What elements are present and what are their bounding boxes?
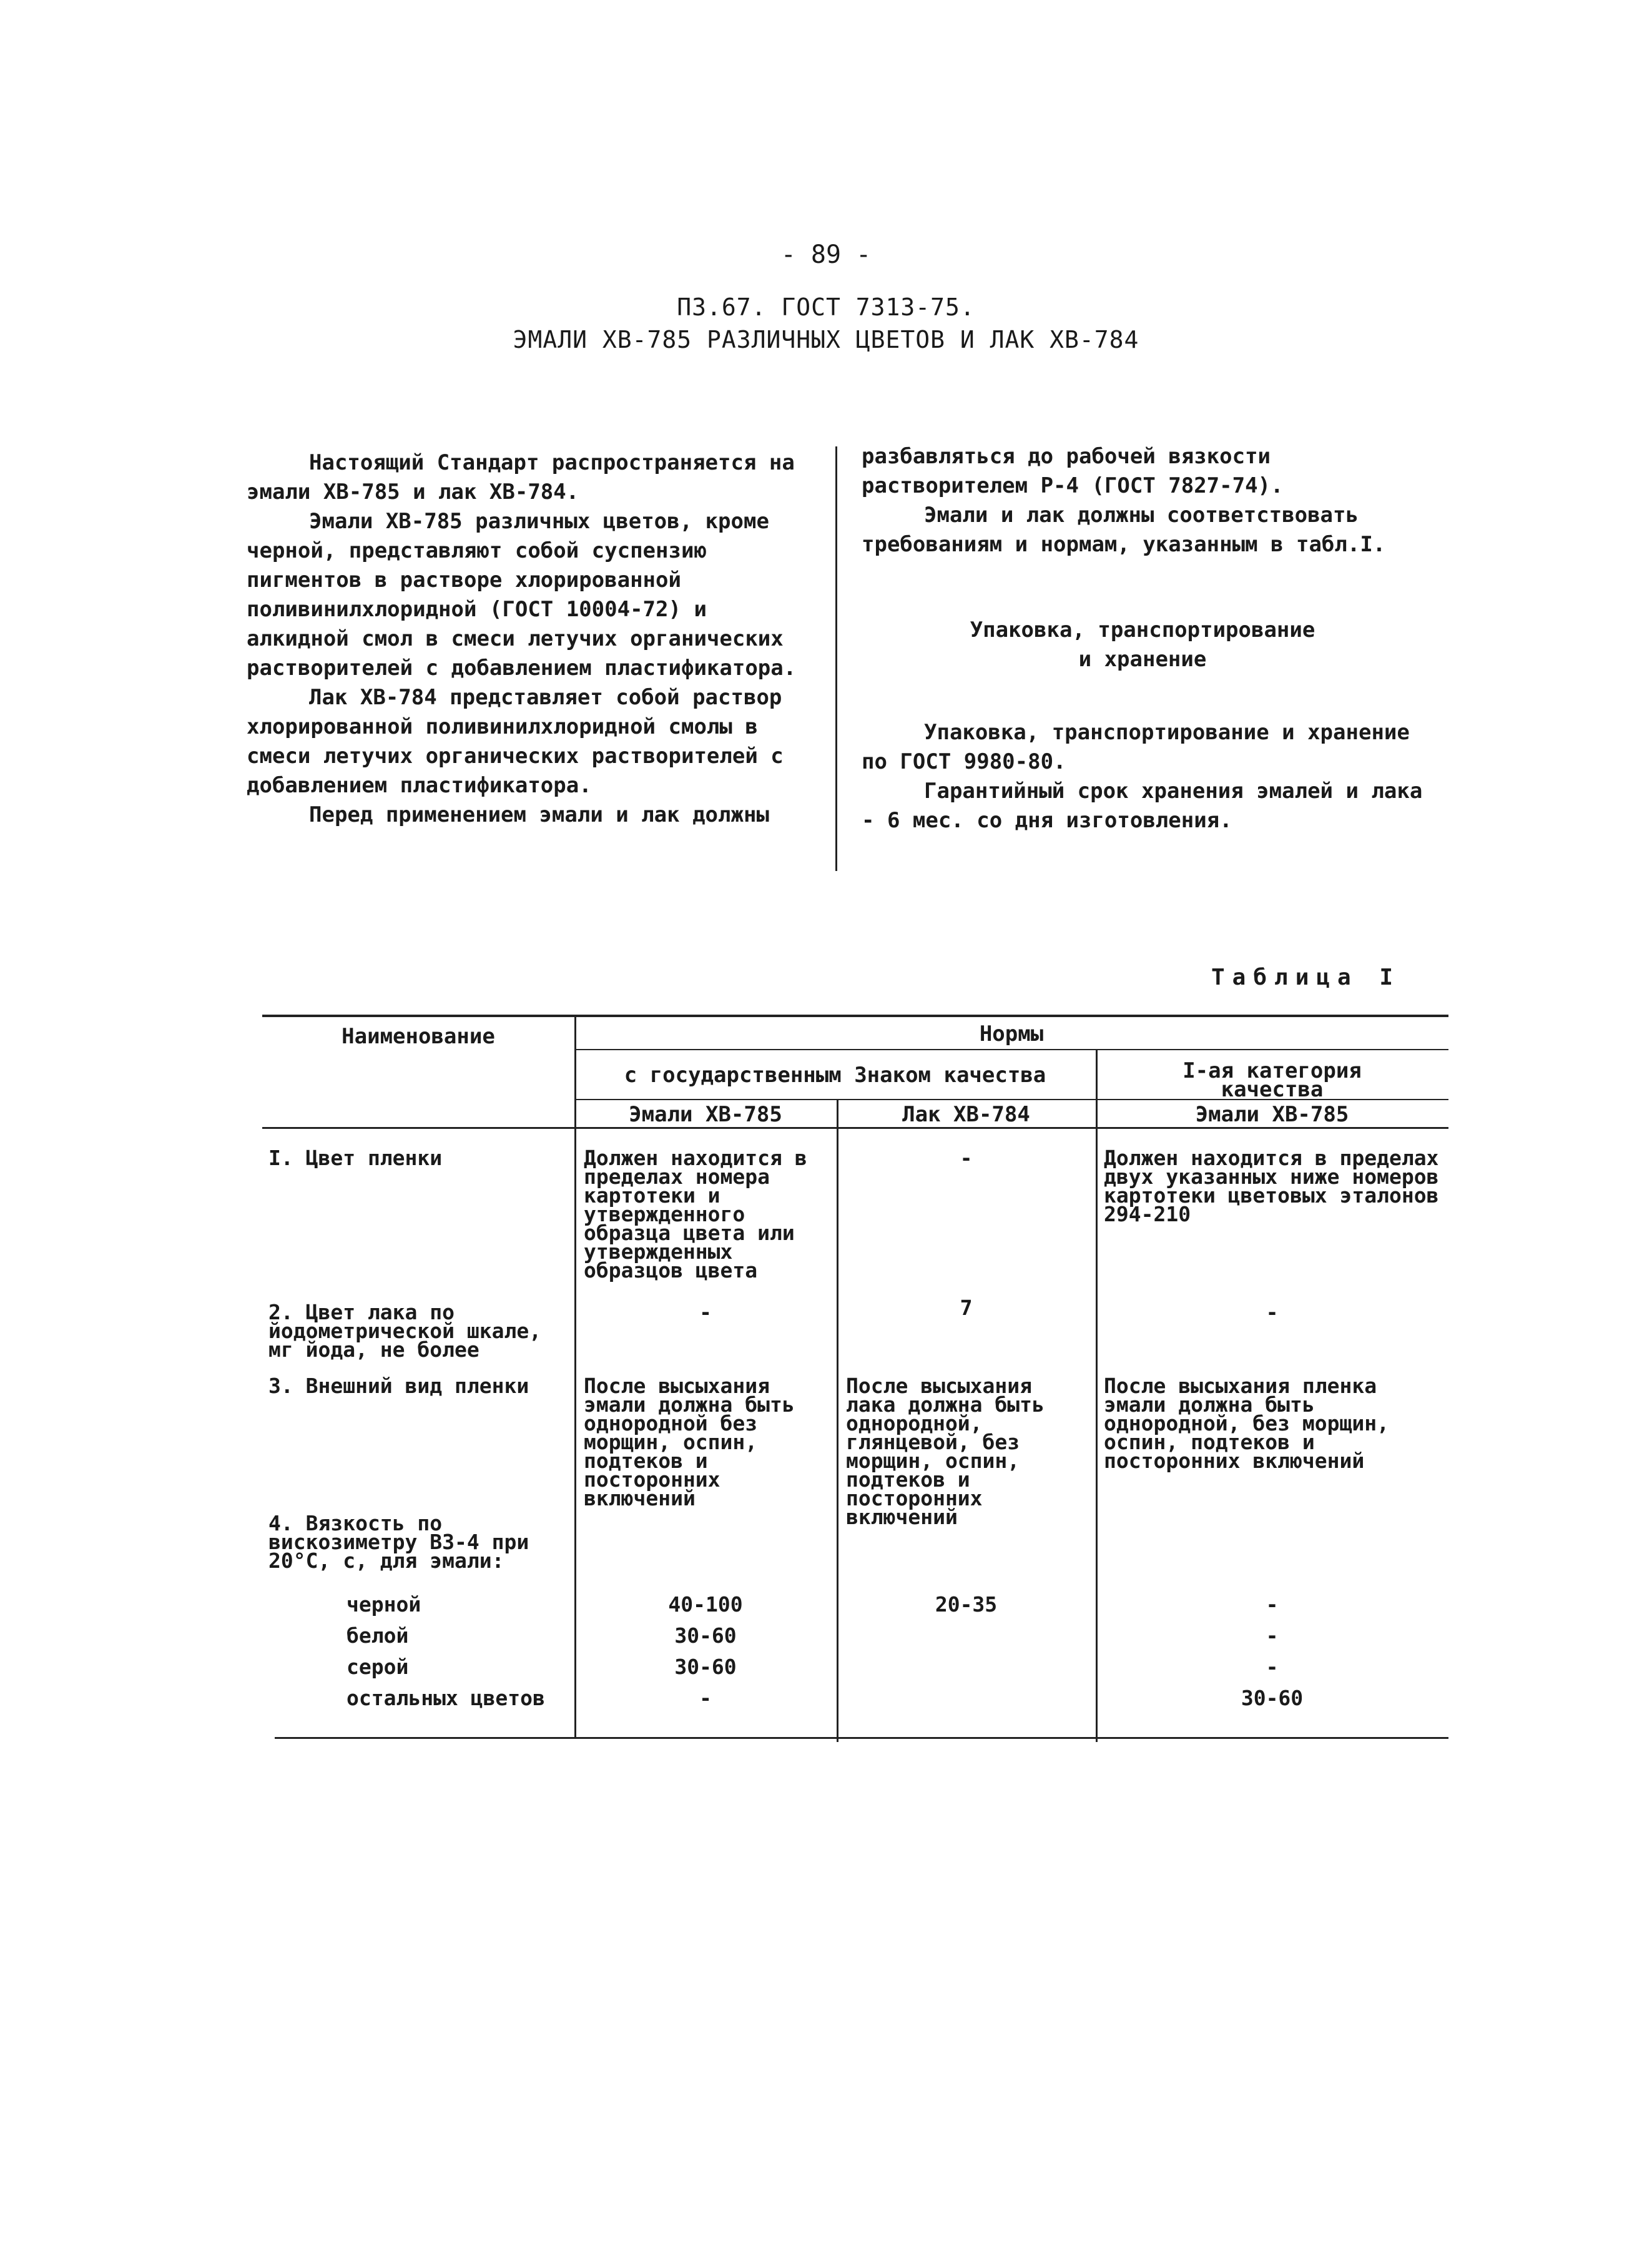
row-name: 4. Вязкость по вискозиметру ВЗ-4 при 20°С, с, для эмали: [268,1511,529,1573]
header-norms: Нормы [979,1021,1044,1046]
header-first-category: качества [1221,1077,1324,1102]
paragraph: разбавляться до рабочей вязкости растворителем Р-4 (ГОСТ 7827-74). [862,444,1284,498]
paragraph: Эмали ХВ-785 различных цветов, кроме черной, представляют собой суспензию пигментов в растворе хлорированной поливинилхлоридной (ГОСТ 10004-72) и алкидной смол в смеси летучих органических растворителей с добавлением пластификатора. [247,509,797,681]
right-text-column [862,442,1423,835]
paragraph: Настоящий Стандарт распространяется на эмали ХВ-785 и лак ХВ-784. [247,450,795,504]
sub-row-name: остальных цветов [347,1686,545,1710]
table-rule [275,1737,1448,1739]
paragraph: Лак ХВ-784 представляет собой раствор хлорированной поливинилхлоридной смолы в смеси летучих органических растворителей с добавлением пластификатора. [247,685,784,798]
table-rule [837,1099,838,1742]
section-heading: Упаковка, транспортирование [970,618,1315,642]
sub-row-name: белой [347,1623,409,1648]
table-cell: - [699,1686,712,1710]
table-cell: - [1266,1300,1279,1324]
row-name: I. Цвет пленки [268,1146,443,1170]
table-cell: После высыхания эмали должна быть однородной без морщин, оспин, подтеков и посторонних включений [584,1374,795,1510]
document-title-line2: ЭМАЛИ ХВ-785 РАЗЛИЧНЫХ ЦВЕТОВ И ЛАК ХВ-784 [513,326,1139,353]
table-cell: Должен находится в пределах двух указанных ниже номеров картотеки цветовых эталонов 294-210 [1104,1146,1439,1226]
table-caption: Таблица I [1211,965,1401,990]
table-cell: 30-60 [674,1623,737,1648]
column-divider [835,446,837,871]
table-cell: - [1266,1623,1279,1648]
sub-row-name: серой [347,1655,409,1679]
paragraph: Эмали и лак должны соответствовать требованиям и нормам, указанным в табл.I. [862,503,1386,557]
row-name: 2. Цвет лака по йодометрической шкале, мг йода, не более [268,1300,542,1362]
table-rule [574,1049,1448,1050]
table-cell: - [960,1146,973,1170]
left-text-column [247,448,809,830]
row-name: 3. Внешний вид пленки [268,1374,529,1398]
table-cell: После высыхания пленка эмали должна быть однородной, без морщин, оспин, подтеков и посторонних включений [1104,1374,1389,1473]
header-col-enamel: Эмали ХВ-785 [1195,1102,1349,1127]
header-state-mark: с государственным Знаком качества [624,1063,1046,1088]
table-rule [262,1015,1448,1017]
section-heading: и хранение [1078,647,1207,672]
document-title-line1: П3.67. ГОСТ 7313-75. [677,293,975,321]
table-rule [262,1127,1448,1129]
header-col-enamel: Эмали ХВ-785 [629,1102,782,1127]
table-cell: 30-60 [674,1655,737,1679]
page-number: - 89 - [780,240,872,269]
table-cell: 30-60 [1241,1686,1304,1710]
table-cell: - [1266,1655,1279,1679]
header-col-lacquer: Лак ХВ-784 [902,1102,1030,1127]
table-cell: После высыхания лака должна быть однородной, глянцевой, без морщин, оспин, подтеков и посторонних включений [846,1374,1045,1529]
norms-table [262,1015,1448,1739]
paragraph: Упаковка, транспортирование и хранение по ГОСТ 9980-80. [862,720,1410,774]
table-cell: 7 [960,1296,973,1320]
paragraph: Перед применением эмали и лак должны [309,802,769,827]
paragraph: Гарантийный срок хранения эмалей и лака - 6 мес. со дня изготовления. [862,779,1423,833]
sub-row-name: черной [347,1592,421,1617]
table-cell: - [699,1300,712,1324]
header-first-category: I-ая категория [1182,1058,1362,1083]
table-cell: 40-100 [668,1592,743,1617]
table-cell: 20-35 [935,1592,998,1617]
table-cell: Должен находится в пределах номера картотеки и утвержденного образца цвета или утвержденных образцов цвета [584,1146,807,1282]
header-name: Наименование [342,1024,495,1049]
table-cell: - [1266,1592,1279,1617]
